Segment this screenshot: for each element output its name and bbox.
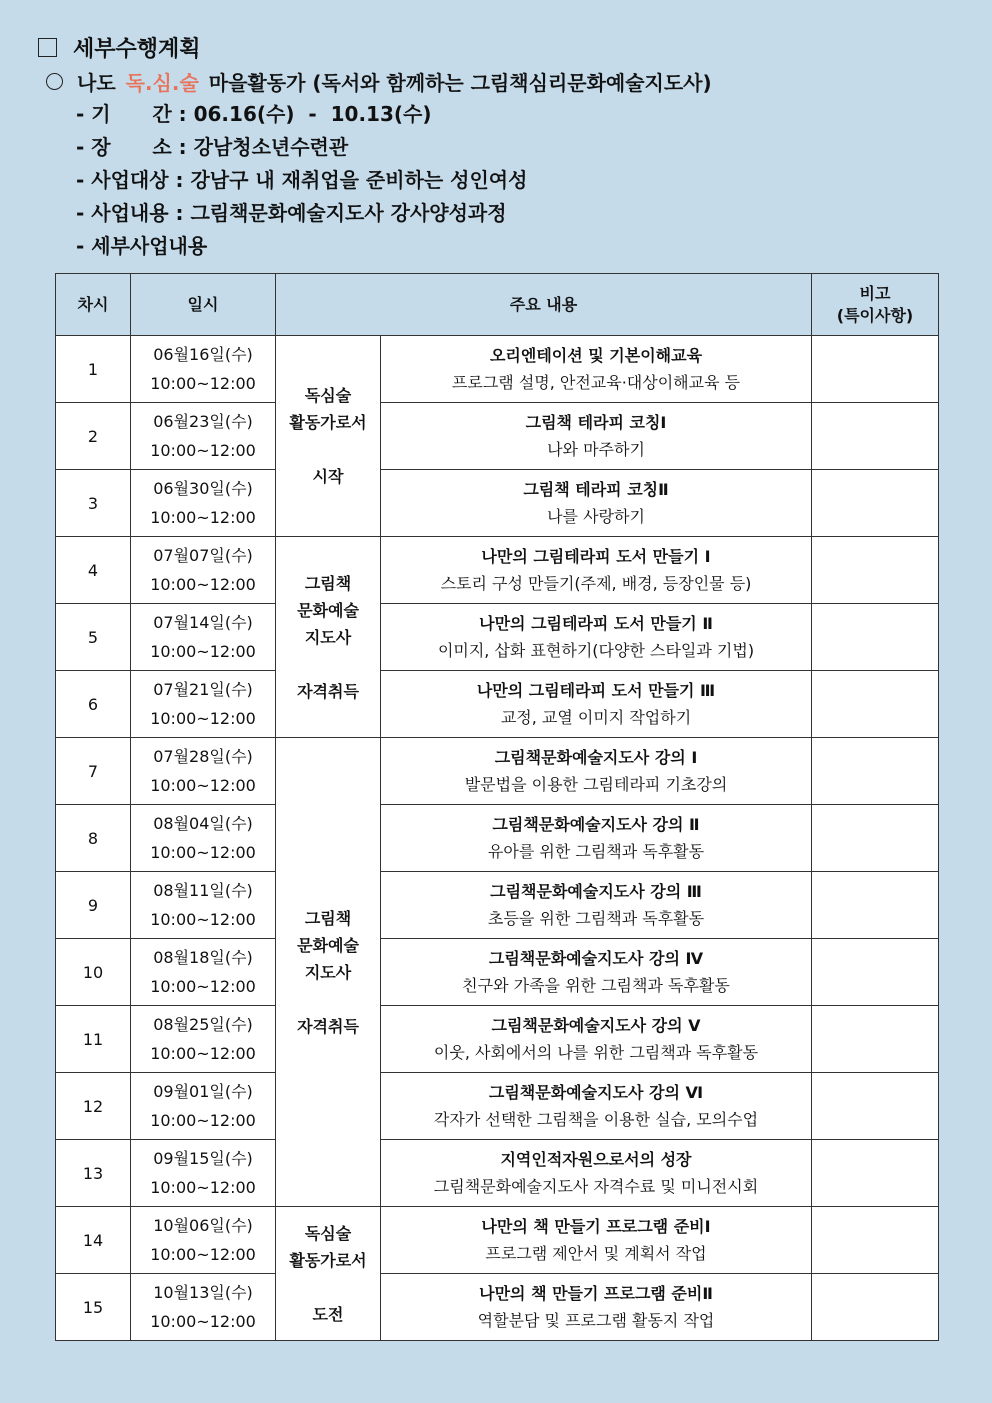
session-note [812, 336, 939, 403]
session-time: 10:00~12:00 [150, 374, 256, 393]
info-target: - 사업대상 : 강남구 내 재취업을 준비하는 성인여성 [76, 168, 528, 192]
schedule-table [55, 273, 939, 1341]
session-datetime [131, 671, 276, 738]
session-datetime [131, 336, 276, 403]
session-topic: 나만의 책 만들기 프로그램 준비Ⅰ [481, 1217, 711, 1236]
session-detail: 스토리 구성 만들기(주제, 배경, 등장인물 등) [440, 574, 752, 593]
session-date: 08월11일(수) [153, 881, 253, 900]
session-time: 10:00~12:00 [150, 508, 256, 527]
session-time: 10:00~12:00 [150, 1044, 256, 1063]
session-time: 10:00~12:00 [150, 575, 256, 594]
session-date: 06월30일(수) [153, 479, 253, 498]
session-content [381, 470, 812, 537]
session-note [812, 872, 939, 939]
session-content [381, 872, 812, 939]
program-title-accent: 독.심.술 [125, 70, 199, 95]
program-title-row [46, 64, 956, 98]
session-number: 2 [56, 403, 131, 470]
session-datetime [131, 1073, 276, 1140]
session-time: 10:00~12:00 [150, 1312, 256, 1331]
session-detail: 프로그램 제안서 및 계획서 작업 [485, 1244, 707, 1263]
circle-bullet-icon [46, 73, 63, 90]
stage-label: 독심술 활동가로서 도전 [276, 1207, 381, 1341]
header-content: 주요 내용 [276, 274, 812, 336]
session-detail: 초등을 위한 그림책과 독후활동 [487, 909, 705, 928]
session-time: 10:00~12:00 [150, 910, 256, 929]
session-detail: 친구와 가족을 위한 그림책과 독후활동 [462, 976, 730, 995]
session-date: 07월07일(수) [153, 546, 253, 565]
session-detail: 각자가 선택한 그림책을 이용한 실습, 모의수업 [433, 1110, 759, 1129]
table-row [56, 1207, 939, 1274]
session-number: 13 [56, 1140, 131, 1207]
session-datetime [131, 1140, 276, 1207]
session-note [812, 1274, 939, 1341]
session-detail: 교정, 교열 이미지 작업하기 [500, 708, 692, 727]
session-topic: 오리엔테이션 및 기본이해교육 [489, 346, 703, 365]
table-row [56, 403, 939, 470]
session-number: 11 [56, 1006, 131, 1073]
session-note [812, 1073, 939, 1140]
session-topic: 그림책문화예술지도사 강의 Ⅰ [494, 748, 698, 767]
session-datetime [131, 872, 276, 939]
session-detail: 나와 마주하기 [547, 440, 645, 459]
session-topic: 나만의 그림테라피 도서 만들기 Ⅱ [479, 614, 713, 633]
header-note [812, 274, 939, 336]
session-number: 8 [56, 805, 131, 872]
session-content [381, 1073, 812, 1140]
session-content [381, 805, 812, 872]
session-number: 9 [56, 872, 131, 939]
session-number: 1 [56, 336, 131, 403]
session-detail: 그림책문화예술지도사 자격수료 및 미니전시회 [433, 1177, 759, 1196]
session-number: 6 [56, 671, 131, 738]
stage-label: 그림책 문화예술 지도사 자격취득 [276, 738, 381, 1207]
session-date: 07월14일(수) [153, 613, 253, 632]
session-time: 10:00~12:00 [150, 843, 256, 862]
session-number: 5 [56, 604, 131, 671]
header-note-line2: (특이사항) [836, 305, 914, 325]
session-date: 08월18일(수) [153, 948, 253, 967]
checkbox-square-icon [38, 38, 57, 57]
session-topic: 그림책문화예술지도사 강의 Ⅴ [491, 1016, 701, 1035]
program-title-suffix: 마을활동가 (독서와 함께하는 그림책심리문화예술지도사) [208, 70, 712, 95]
session-content [381, 1140, 812, 1207]
session-content [381, 1207, 812, 1274]
session-note [812, 805, 939, 872]
session-detail: 나를 사랑하기 [547, 507, 645, 526]
session-datetime [131, 1207, 276, 1274]
session-content [381, 604, 812, 671]
table-row [56, 805, 939, 872]
session-content [381, 1274, 812, 1341]
session-date: 09월15일(수) [153, 1149, 253, 1168]
session-detail: 이미지, 삽화 표현하기(다양한 스타일과 기법) [437, 641, 755, 660]
session-content [381, 1006, 812, 1073]
session-note [812, 1140, 939, 1207]
info-detail-heading: - 세부사업내용 [76, 234, 208, 258]
table-row [56, 872, 939, 939]
session-datetime [131, 403, 276, 470]
session-note [812, 604, 939, 671]
session-topic: 지역인적자원으로서의 성장 [500, 1150, 692, 1169]
session-detail: 발문법을 이용한 그림테라피 기초강의 [464, 775, 728, 794]
session-datetime [131, 470, 276, 537]
session-datetime [131, 1274, 276, 1341]
section-title-row [36, 30, 956, 64]
session-note [812, 537, 939, 604]
session-time: 10:00~12:00 [150, 441, 256, 460]
session-content [381, 939, 812, 1006]
session-content [381, 671, 812, 738]
table-row [56, 1274, 939, 1341]
session-number: 7 [56, 738, 131, 805]
info-period: - 기 간 : 06.16(수) - 10.13(수) [76, 102, 432, 126]
program-title-prefix: 나도 [77, 70, 116, 95]
header-note-line1: 비고 [859, 283, 891, 303]
table-row [56, 470, 939, 537]
session-number: 3 [56, 470, 131, 537]
table-row [56, 1140, 939, 1207]
info-content: - 사업내용 : 그림책문화예술지도사 강사양성과정 [76, 201, 507, 225]
session-number: 12 [56, 1073, 131, 1140]
session-note [812, 671, 939, 738]
header-session: 차시 [56, 274, 131, 336]
session-number: 14 [56, 1207, 131, 1274]
table-row [56, 336, 939, 403]
session-topic: 나만의 그림테라피 도서 만들기 Ⅰ [481, 547, 711, 566]
table-row [56, 1073, 939, 1140]
session-time: 10:00~12:00 [150, 1111, 256, 1130]
session-time: 10:00~12:00 [150, 776, 256, 795]
table-row [56, 604, 939, 671]
session-topic: 그림책문화예술지도사 강의 Ⅲ [490, 882, 702, 901]
session-content [381, 738, 812, 805]
session-date: 10월06일(수) [153, 1216, 253, 1235]
session-content [381, 336, 812, 403]
session-date: 06월23일(수) [153, 412, 253, 431]
plan-header [36, 30, 956, 263]
session-date: 10월13일(수) [153, 1283, 253, 1302]
session-topic: 나만의 책 만들기 프로그램 준비Ⅱ [479, 1284, 713, 1303]
session-topic: 그림책문화예술지도사 강의 Ⅱ [492, 815, 700, 834]
stage-label: 독심술 활동가로서 시작 [276, 336, 381, 537]
session-time: 10:00~12:00 [150, 709, 256, 728]
session-topic: 나만의 그림테라피 도서 만들기 Ⅲ [476, 681, 716, 700]
session-datetime [131, 805, 276, 872]
session-number: 4 [56, 537, 131, 604]
header-datetime: 일시 [131, 274, 276, 336]
session-detail: 역할분담 및 프로그램 활동지 작업 [477, 1311, 715, 1330]
session-note [812, 1006, 939, 1073]
session-date: 09월01일(수) [153, 1082, 253, 1101]
session-note [812, 738, 939, 805]
table-row [56, 939, 939, 1006]
table-row [56, 738, 939, 805]
session-datetime [131, 939, 276, 1006]
session-topic: 그림책 테라피 코칭Ⅰ [525, 413, 667, 432]
session-note [812, 1207, 939, 1274]
session-topic: 그림책문화예술지도사 강의 Ⅳ [488, 949, 704, 968]
session-time: 10:00~12:00 [150, 642, 256, 661]
table-row [56, 671, 939, 738]
session-number: 15 [56, 1274, 131, 1341]
table-header-row [56, 274, 939, 336]
session-note [812, 939, 939, 1006]
session-detail: 이웃, 사회에서의 나를 위한 그림책과 독후활동 [433, 1043, 759, 1062]
session-datetime [131, 1006, 276, 1073]
info-location: - 장 소 : 강남청소년수련관 [76, 135, 349, 159]
table-row [56, 1006, 939, 1073]
stage-label: 그림책 문화예술 지도사 자격취득 [276, 537, 381, 738]
session-topic: 그림책문화예술지도사 강의 Ⅵ [488, 1083, 704, 1102]
session-datetime [131, 537, 276, 604]
session-time: 10:00~12:00 [150, 1245, 256, 1264]
session-date: 07월28일(수) [153, 747, 253, 766]
session-date: 06월16일(수) [153, 345, 253, 364]
session-content [381, 403, 812, 470]
session-date: 08월25일(수) [153, 1015, 253, 1034]
session-number: 10 [56, 939, 131, 1006]
session-topic: 그림책 테라피 코칭Ⅱ [523, 480, 669, 499]
session-detail: 유아를 위한 그림책과 독후활동 [487, 842, 705, 861]
section-title: 세부수행계획 [73, 36, 201, 62]
session-note [812, 470, 939, 537]
session-datetime [131, 604, 276, 671]
session-detail: 프로그램 설명, 안전교육·대상이해교육 등 [451, 373, 741, 392]
session-date: 08월04일(수) [153, 814, 253, 833]
session-datetime [131, 738, 276, 805]
session-date: 07월21일(수) [153, 680, 253, 699]
session-note [812, 403, 939, 470]
session-time: 10:00~12:00 [150, 977, 256, 996]
table-row [56, 537, 939, 604]
session-time: 10:00~12:00 [150, 1178, 256, 1197]
session-content [381, 537, 812, 604]
